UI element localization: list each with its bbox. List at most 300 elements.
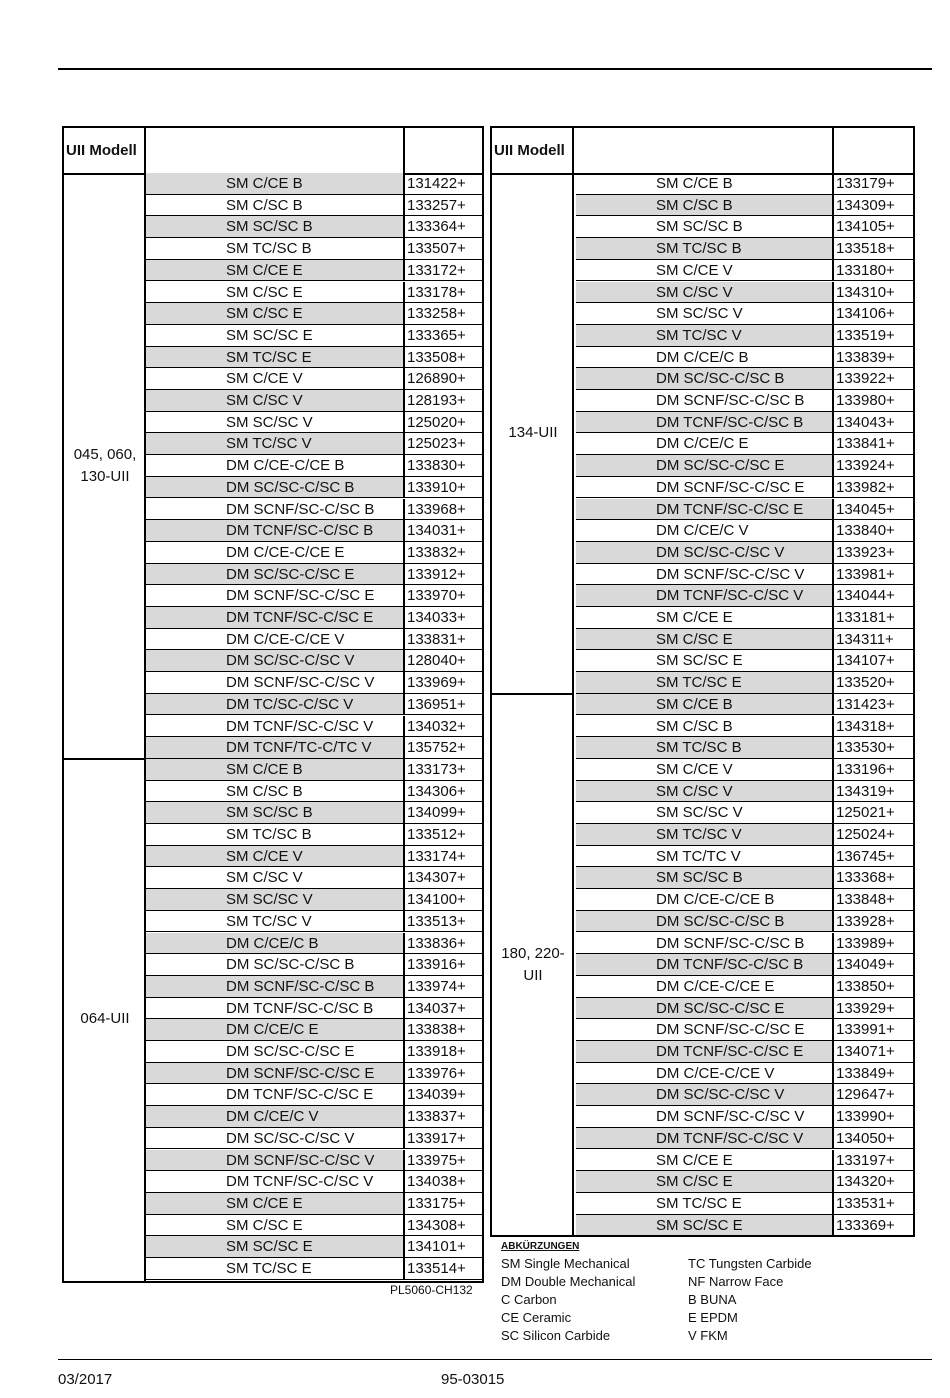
seal-type-label: DM TCNF/SC-C/SC E [656,500,804,518]
seal-type-label: DM SC/SC-C/SC V [656,543,785,561]
part-number-cell: 133518+ [832,238,913,259]
part-number-cell: 133917+ [403,1128,482,1149]
seal-type-cell [576,889,832,910]
seal-type-label: DM SC/SC-C/SC B [656,370,785,388]
right-table-row [576,542,913,564]
seal-type-label: SM SC/SC V [226,891,313,909]
seal-type-cell [576,737,832,758]
right-table-row [576,629,913,651]
seal-type-cell [576,1041,832,1062]
seal-type-cell [146,303,403,324]
seal-type-label: SM SC/SC E [656,1216,743,1234]
part-number-cell: 133922+ [832,368,913,389]
left-table-row [146,911,482,933]
part-number-cell: 134050+ [832,1128,913,1149]
seal-type-cell [576,216,832,237]
seal-type-label: SM C/CE B [226,175,303,192]
seal-type-cell [146,1106,403,1127]
left-table-row [146,1128,482,1150]
seal-type-label: SM C/SC B [226,196,303,214]
seal-type-label: DM C/CE-C/CE E [226,543,345,561]
right-table-row [576,347,913,369]
left-table-row [146,781,482,803]
left-table-row [146,520,482,542]
part-number-cell: 126890+ [403,368,482,389]
seal-type-label: SM TC/SC E [656,1194,742,1212]
part-number-cell: 136745+ [832,846,913,867]
seal-type-cell [576,499,832,520]
seal-type-cell [146,976,403,997]
part-number-cell: 133976+ [403,1063,482,1084]
abbreviation-item: SC Silicon Carbide [501,1328,611,1343]
seal-type-label: SM C/SC E [226,305,303,323]
footer-doc-number: 95-03015 [441,1371,505,1388]
part-number-cell: 133990+ [832,1106,913,1127]
seal-type-label: DM C/CE-C/CE V [226,630,345,648]
seal-type-cell [576,433,832,454]
seal-type-cell [146,1258,403,1279]
part-number-cell: 125024+ [832,824,913,845]
seal-type-label: DM C/CE/C B [656,348,749,366]
seal-type-cell [146,759,403,780]
seal-type-label: DM TCNF/SC-C/SC B [656,413,804,431]
part-number-cell: 134039+ [403,1084,482,1105]
part-number-cell: 134038+ [403,1171,482,1192]
right-table-row [576,607,913,629]
right-table-row [576,759,913,781]
abbreviation-item: C Carbon [501,1292,557,1307]
seal-type-label: DM SC/SC-C/SC B [226,478,355,496]
seal-type-label: DM SCNF/SC-C/SC E [226,587,375,605]
right-table-row [576,781,913,803]
right-header-model-label: UII Modell [492,128,574,173]
right-table-row [576,1063,913,1085]
part-number-cell: 134049+ [832,954,913,975]
seal-type-cell [146,1128,403,1149]
seal-type-label: DM TCNF/SC-C/SC B [656,956,804,974]
seal-type-cell [576,933,832,954]
part-number-cell: 133179+ [832,173,913,194]
left-table-row [146,216,482,238]
part-number-cell: 134099+ [403,802,482,823]
part-number-cell: 133530+ [832,737,913,758]
left-table-row [146,716,482,738]
seal-type-cell [576,542,832,563]
part-number-cell: 133991+ [832,1019,913,1040]
part-number-cell: 134037+ [403,998,482,1019]
seal-type-cell [146,1041,403,1062]
seal-type-label: DM C/CE-C/CE B [226,457,345,475]
part-number-cell: 129647+ [832,1084,913,1105]
abbreviations-column-2 [688,1255,812,1345]
part-number-cell: 133969+ [403,672,482,693]
seal-type-label: SM SC/SC E [226,1238,313,1256]
left-table-row [146,1041,482,1063]
seal-type-cell [146,260,403,281]
seal-type-cell [146,672,403,693]
seal-type-cell [576,911,832,932]
left-table-row [146,1258,482,1280]
part-number-cell: 131422+ [403,173,482,194]
seal-type-cell [146,1019,403,1040]
seal-type-cell [146,1063,403,1084]
seal-type-cell [146,1150,403,1171]
seal-type-cell [146,1171,403,1192]
seal-type-cell [146,867,403,888]
left-table-row [146,282,482,304]
seal-type-label: SM SC/SC B [226,804,313,822]
seal-type-label: DM SC/SC-C/SC V [226,652,355,670]
seal-type-cell [576,759,832,780]
part-number-cell: 134071+ [832,1041,913,1062]
part-number-cell: 133981+ [832,564,913,585]
left-table-row [146,1171,482,1193]
seal-type-cell [576,390,832,411]
seal-type-cell [576,1150,832,1171]
seal-type-cell [576,846,832,867]
left-table-row [146,846,482,868]
part-number-cell: 133512+ [403,824,482,845]
seal-type-label: SM C/CE V [226,370,303,388]
right-model-group-divider [492,693,574,695]
left-table-row [146,303,482,325]
seal-type-cell [576,477,832,498]
seal-type-cell [576,238,832,259]
part-number-cell: 134101+ [403,1236,482,1257]
seal-type-label: SM TC/SC B [656,739,742,757]
seal-type-label: DM C/CE/C E [656,435,749,453]
part-number-cell: 134107+ [832,650,913,671]
seal-type-label: SM TC/SC V [656,826,742,843]
part-number-cell: 133180+ [832,260,913,281]
left-table-row [146,1150,482,1172]
part-number-cell: 133838+ [403,1019,482,1040]
left-table-row [146,1193,482,1215]
seal-type-label: DM SC/SC-C/SC E [226,1043,355,1060]
seal-type-label: DM C/CE-C/CE E [656,977,775,995]
model-group-line: 045, 060, [73,445,137,463]
left-table-row [146,998,482,1020]
seal-type-label: DM TCNF/SC-C/SC E [226,609,374,626]
seal-type-label: SM SC/SC E [226,326,313,344]
left-table-row [146,933,482,955]
seal-type-label: SM TC/SC E [656,674,742,692]
abbreviation-item: E EPDM [688,1310,738,1325]
seal-type-cell [576,781,832,802]
seal-type-cell [146,954,403,975]
seal-type-label: DM TC/SC-C/SC V [226,695,354,713]
seal-type-cell [576,173,832,194]
part-number-cell: 133923+ [832,542,913,563]
right-table-row [576,737,913,759]
seal-type-cell [146,846,403,867]
seal-type-cell [576,1193,832,1214]
part-number-cell: 134100+ [403,889,482,910]
seal-type-label: DM SCNF/SC-C/SC V [656,1108,805,1126]
left-model-group-divider [64,758,146,760]
part-number-cell: 133910+ [403,477,482,498]
part-number-cell: 133520+ [832,672,913,693]
seal-type-cell [146,238,403,259]
left-table-row [146,542,482,564]
right-table-row [576,976,913,998]
part-number-cell: 133258+ [403,303,482,324]
seal-type-cell [146,911,403,932]
left-table-row [146,694,482,716]
seal-type-cell [146,1084,403,1105]
part-number-cell: 133918+ [403,1041,482,1062]
seal-type-cell [146,1193,403,1214]
right-parts-table [490,126,915,1237]
part-number-cell: 133364+ [403,216,482,237]
seal-type-cell [576,824,832,845]
abbreviation-item: CE Ceramic [501,1310,572,1325]
seal-type-label: DM SC/SC-C/SC V [656,1086,785,1104]
part-number-cell: 134043+ [832,412,913,433]
seal-type-cell [576,282,832,303]
seal-type-cell [576,1084,832,1105]
part-number-cell: 134033+ [403,607,482,628]
seal-type-cell [146,650,403,671]
seal-type-label: SM C/CE V [226,847,303,865]
seal-type-label: SM C/CE B [656,695,733,713]
part-number-cell: 133513+ [403,911,482,932]
seal-type-label: DM SCNF/SC-C/SC B [656,934,805,952]
seal-type-label: DM SC/SC-C/SC B [226,956,355,974]
seal-type-label: DM SC/SC-C/SC E [226,565,355,583]
left-table-row [146,564,482,586]
bottom-rule [58,1359,932,1360]
left-table-row [146,867,482,889]
seal-type-cell [146,412,403,433]
right-table-row [576,1084,913,1106]
seal-type-label: SM SC/SC V [226,413,313,431]
seal-type-label: SM C/SC B [226,782,303,800]
part-number-cell: 133982+ [832,477,913,498]
seal-type-label: SM C/SC B [656,717,733,735]
part-number-cell: 133173+ [403,759,482,780]
seal-type-label: SM C/CE V [656,760,733,778]
left-table-row [146,954,482,976]
part-number-cell: 133841+ [832,433,913,454]
seal-type-cell [146,173,403,194]
right-table-row [576,1171,913,1193]
left-table-row [146,585,482,607]
left-table-row [146,650,482,672]
seal-type-cell [576,954,832,975]
seal-type-cell [576,303,832,324]
left-table-row [146,607,482,629]
seal-type-cell [576,368,832,389]
part-number-cell: 133849+ [832,1063,913,1084]
part-number-cell: 133916+ [403,954,482,975]
seal-type-cell [146,694,403,715]
seal-type-label: SM C/SC E [226,283,303,301]
seal-type-label: SM SC/SC V [656,305,743,323]
part-number-cell: 134308+ [403,1215,482,1236]
seal-type-label: DM C/CE/C B [226,934,319,952]
abbreviations-column-1 [501,1255,635,1345]
seal-type-cell [146,368,403,389]
part-number-cell: 133514+ [403,1258,482,1279]
left-table-row [146,260,482,282]
seal-type-label: SM SC/SC V [656,804,743,822]
seal-type-cell [146,499,403,520]
part-number-cell: 133369+ [832,1215,913,1236]
seal-type-label: DM SCNF/SC-C/SC V [226,674,375,692]
seal-type-cell [146,585,403,606]
left-table-row [146,629,482,651]
seal-type-cell [146,325,403,346]
model-group-line: 064-UII [80,1010,130,1028]
part-number-cell: 133197+ [832,1150,913,1171]
left-table-row [146,412,482,434]
seal-type-cell [576,1171,832,1192]
abbreviation-item: V FKM [688,1328,728,1343]
reference-code: PL5060-CH132 [390,1283,473,1297]
seal-type-label: SM C/SC E [226,1216,303,1234]
seal-type-cell [576,976,832,997]
left-table-row [146,433,482,455]
part-number-cell: 134307+ [403,867,482,888]
abbreviation-item: SM Single Mechanical [501,1256,630,1271]
left-header-model-label: UII Modell [64,128,146,173]
part-number-cell: 133989+ [832,933,913,954]
part-number-cell: 134031+ [403,520,482,541]
right-table-row [576,303,913,325]
right-table-row [576,694,913,716]
seal-type-label: SM C/SC V [656,782,733,800]
seal-type-cell [576,347,832,368]
right-table-row [576,954,913,976]
seal-type-label: DM TCNF/SC-C/SC V [226,717,374,735]
right-table-row [576,173,913,195]
seal-type-label: SM SC/SC B [656,869,743,887]
right-table-row [576,1193,913,1215]
seal-type-cell [576,455,832,476]
seal-type-label: DM SCNF/SC-C/SC B [226,500,375,518]
seal-type-label: SM C/CE V [656,261,733,279]
seal-type-cell [576,1063,832,1084]
part-number-cell: 125021+ [832,802,913,823]
part-number-cell: 134318+ [832,716,913,737]
footer-date: 03/2017 [58,1371,113,1388]
left-table-row [146,737,482,759]
seal-type-label: SM TC/SC E [226,1260,312,1277]
right-table-row [576,216,913,238]
seal-type-label: SM C/CE B [226,760,303,778]
seal-type-label: DM C/CE/C V [226,1108,319,1126]
part-number-cell: 133970+ [403,585,482,606]
left-table-row [146,477,482,499]
seal-type-label: DM SC/SC-C/SC E [656,457,785,475]
seal-type-cell [576,998,832,1019]
right-table-row [576,499,913,521]
right-table-row [576,802,913,824]
seal-type-label: SM TC/SC V [656,326,742,344]
right-table-row [576,889,913,911]
right-table-row [576,1106,913,1128]
part-number-cell: 133181+ [832,607,913,628]
seal-type-label: SM SC/SC B [226,218,313,236]
part-number-cell: 134306+ [403,781,482,802]
seal-type-label: SM TC/SC B [226,826,312,843]
seal-type-cell [146,282,403,303]
part-number-cell: 133850+ [832,976,913,997]
right-table-row [576,1128,913,1150]
seal-type-label: DM C/CE-C/CE B [656,891,775,909]
seal-type-label: DM SC/SC-C/SC E [656,999,785,1017]
left-table-header [64,128,482,175]
seal-type-label: DM TCNF/SC-C/SC B [226,999,374,1017]
seal-type-label: DM C/CE/C E [226,1021,319,1039]
seal-type-cell [146,824,403,845]
seal-type-label: DM SCNF/SC-C/SC B [656,392,805,409]
seal-type-label: DM TCNF/SC-C/SC V [656,1129,804,1147]
seal-type-label: DM SCNF/SC-C/SC E [226,1064,375,1082]
part-number-cell: 133928+ [832,911,913,932]
seal-type-label: DM SCNF/SC-C/SC B [226,977,375,995]
seal-type-label: DM TCNF/TC-C/TC V [226,739,372,757]
seal-type-cell [146,1236,403,1257]
left-table-row [146,325,482,347]
left-model-group-label [64,173,146,759]
left-table-row [146,195,482,217]
abbreviations-title: ABKÜRZUNGEN [501,1241,580,1252]
seal-type-cell [146,390,403,411]
part-number-cell: 133257+ [403,195,482,216]
right-model-group-label [492,173,574,694]
left-table-row [146,347,482,369]
model-group-line: 134-UII [508,424,558,442]
seal-type-cell [146,607,403,628]
part-number-cell: 125020+ [403,412,482,433]
right-table-row [576,325,913,347]
part-number-cell: 133840+ [832,520,913,541]
part-number-cell: 133507+ [403,238,482,259]
seal-type-cell [576,260,832,281]
right-table-row [576,1150,913,1172]
right-table-row [576,1215,913,1237]
part-number-cell: 136951+ [403,694,482,715]
seal-type-label: DM C/CE-C/CE V [656,1064,775,1082]
seal-type-cell [146,542,403,563]
left-table-row [146,1063,482,1085]
part-number-cell: 134309+ [832,195,913,216]
left-table-rows [146,173,482,1281]
seal-type-cell [146,195,403,216]
left-table-row [146,1236,482,1258]
part-number-cell: 135752+ [403,737,482,758]
right-table-row [576,477,913,499]
right-model-group-label [492,694,574,1237]
part-number-cell: 133929+ [832,998,913,1019]
left-table-row [146,1084,482,1106]
left-table-row [146,455,482,477]
part-number-cell: 133175+ [403,1193,482,1214]
part-number-cell: 134311+ [832,629,913,650]
seal-type-cell [146,629,403,650]
part-number-cell: 133980+ [832,390,913,411]
left-table-row [146,759,482,781]
abbreviation-item: NF Narrow Face [688,1274,784,1289]
seal-type-label: DM C/CE/C V [656,522,749,540]
right-table-rows [576,173,913,1235]
left-table-row [146,1215,482,1237]
left-table-row [146,802,482,824]
right-table-row [576,195,913,217]
seal-type-cell [576,650,832,671]
